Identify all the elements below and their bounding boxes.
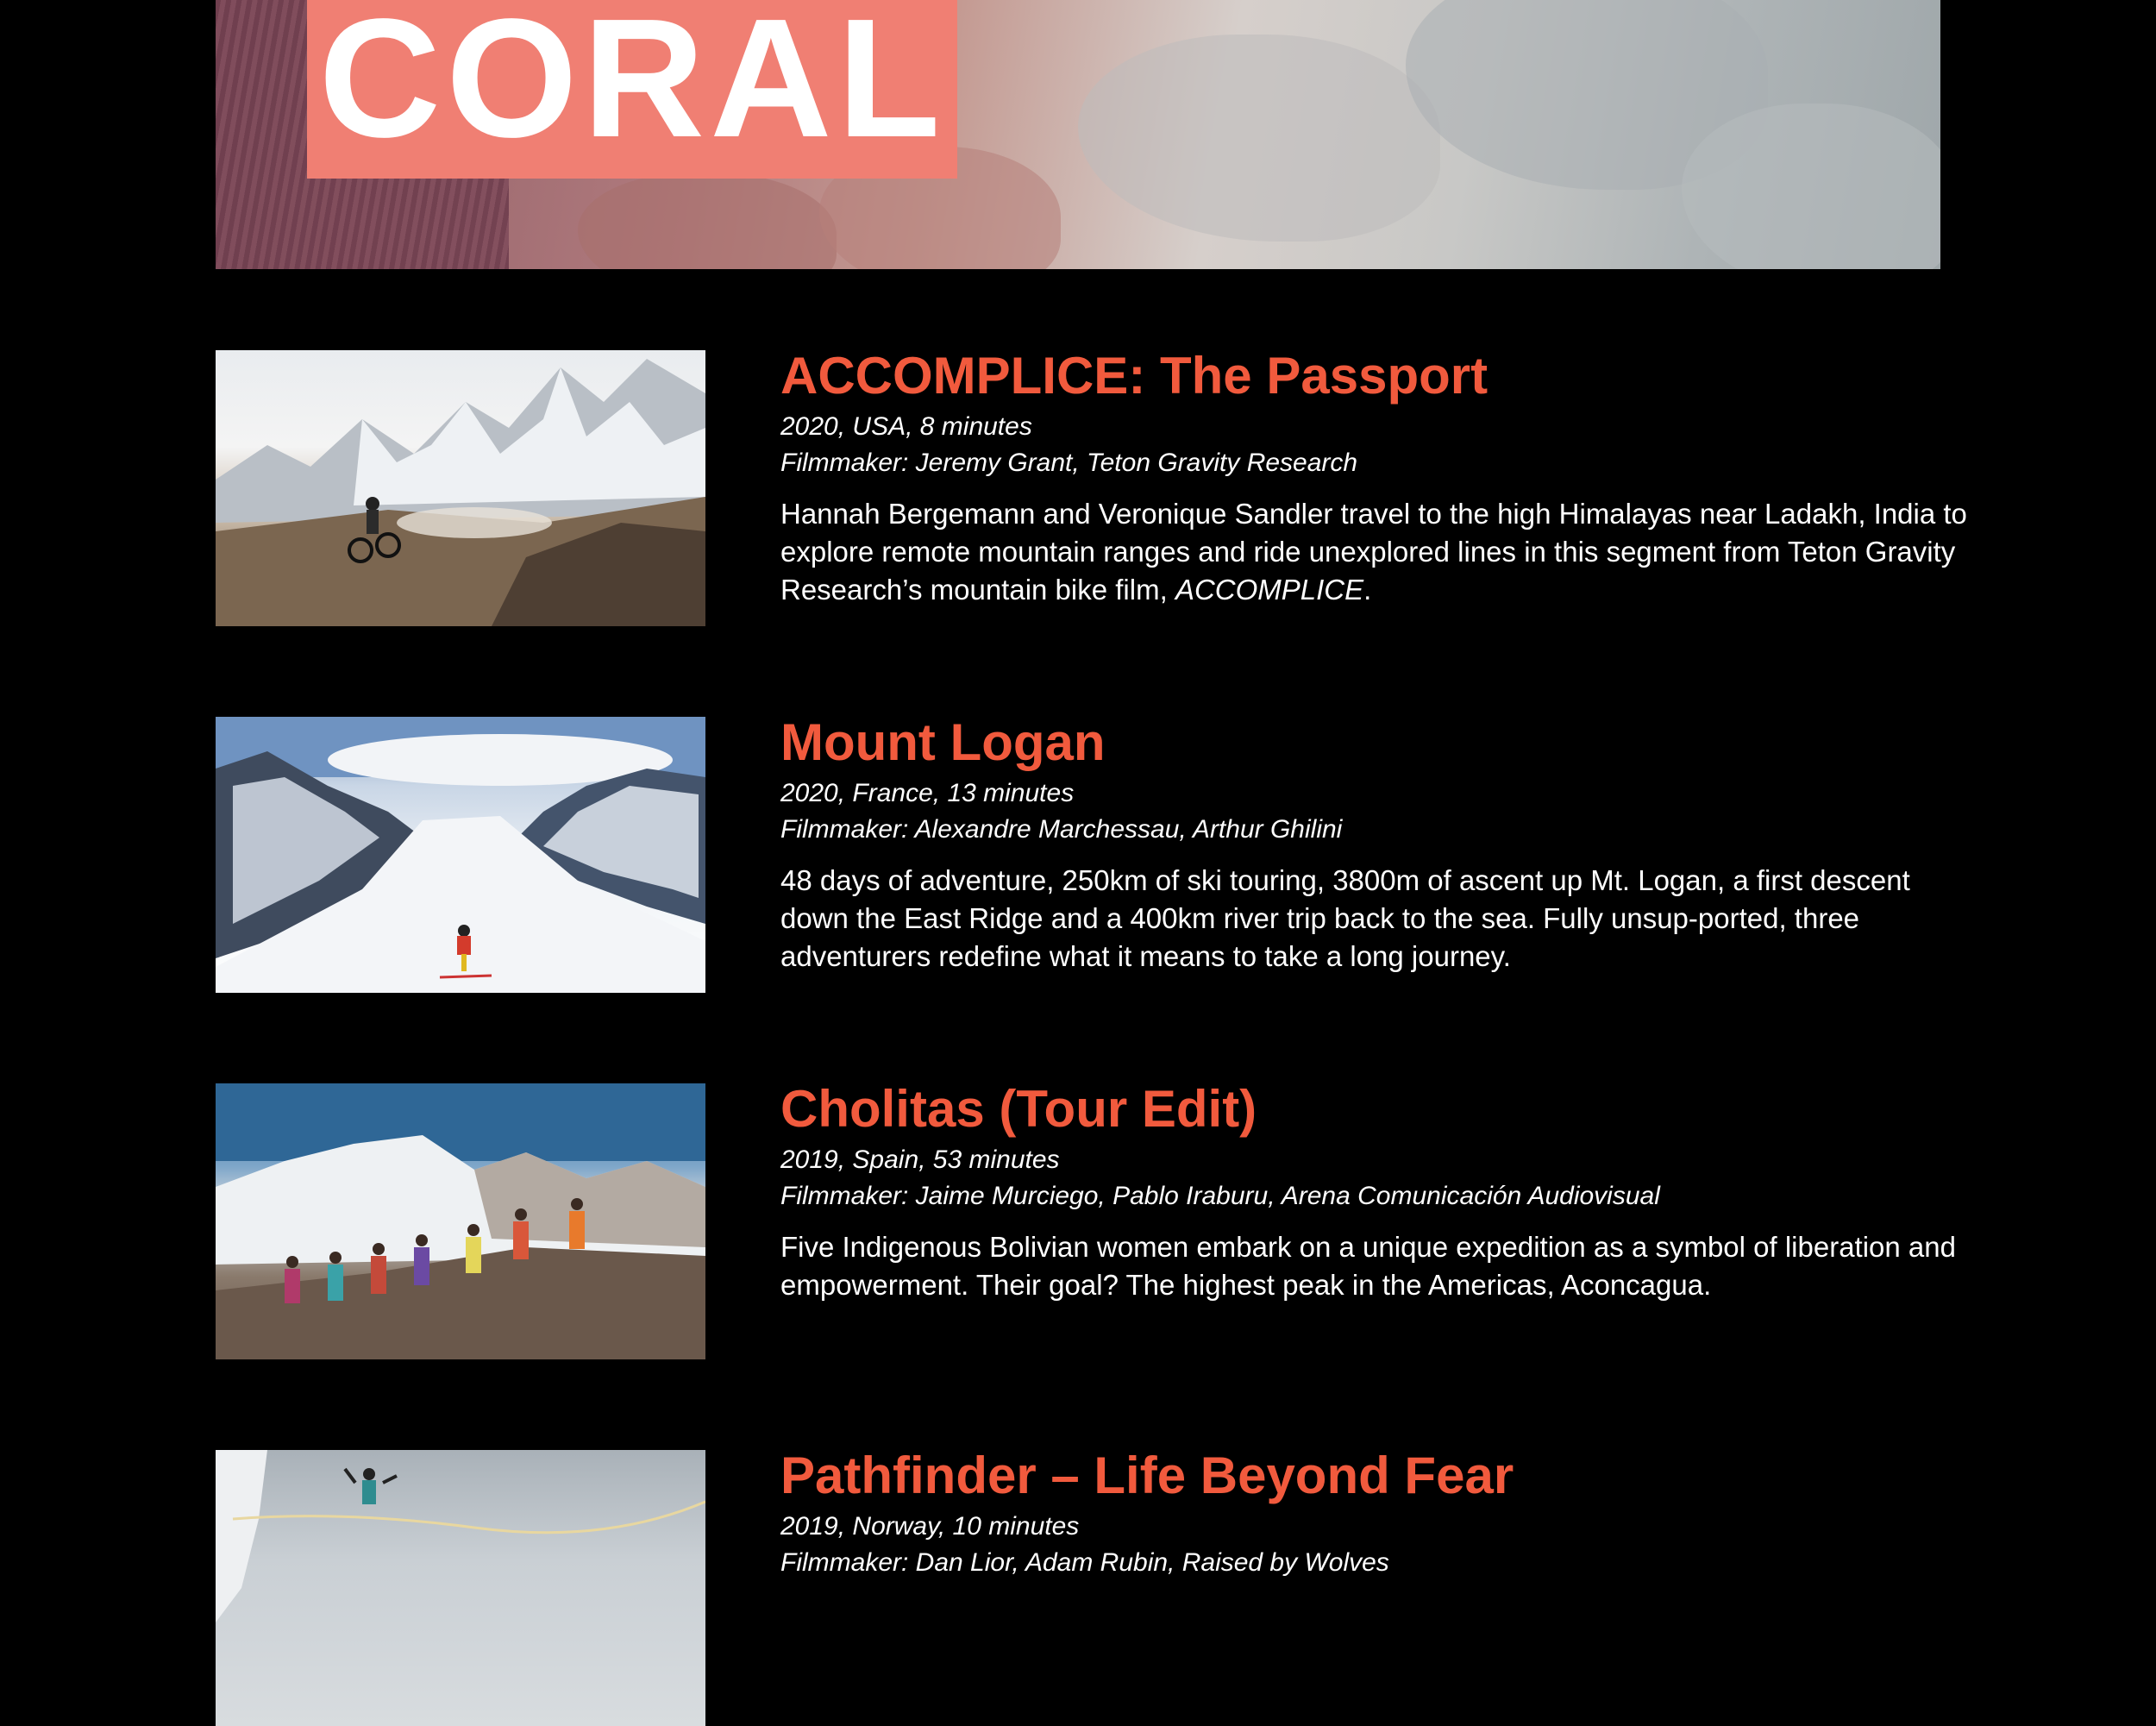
film-description: 48 days of adventure, 250km of ski touring, 3800m of ascent up Mt. Logan, a first descent down the East Ridge and a 400km river trip back to the sea. Fully unsup-ported, three adventurers redefine what it means to take a long journey. [780, 864, 1910, 972]
walker-body [362, 1480, 376, 1504]
rider-head [366, 497, 379, 511]
ice-wall [216, 1450, 267, 1622]
film-meta: 2019, Norway, 10 minutes [780, 1512, 1080, 1541]
film-filmmaker: Filmmaker: Dan Lior, Adam Rubin, Raised by Wolves [780, 1548, 1389, 1577]
walker-arm [345, 1469, 355, 1483]
mountain-biker-himalayas-image [216, 350, 705, 626]
skier-backpack [457, 936, 471, 955]
hero-banner [216, 0, 1940, 269]
coral-logo-block [307, 0, 957, 179]
skier-glacier-image [216, 717, 705, 993]
rock-shape [578, 173, 837, 269]
skis [440, 976, 492, 977]
brand-text: CORAL [318, 0, 946, 173]
mountain-illustration [216, 350, 705, 626]
sky [216, 1083, 705, 1161]
walker-arm [383, 1476, 397, 1483]
dust-cloud [397, 507, 552, 538]
film-meta: 2020, USA, 8 minutes [780, 412, 1032, 441]
walker-head [363, 1468, 375, 1480]
film-description [780, 495, 1984, 609]
description-emphasis: ACCOMPLICE [1175, 574, 1364, 606]
film-filmmaker: Filmmaker: Jeremy Grant, Teton Gravity Research [780, 449, 1358, 477]
film-filmmaker: Filmmaker: Alexandre Marchessau, Arthur Ghilini [780, 815, 1343, 844]
rock-shape [1078, 35, 1440, 242]
film-title: Mount Logan [780, 713, 1106, 771]
description-text: Hannah Bergemann and Veronique Sandler travel to the high Himalayas near Ladakh, India to explore remote mountain ranges and ride unexplored lines in this segment from Teton Gravity Research’s mountain bike film, [780, 498, 1967, 606]
rider-body [367, 510, 379, 534]
film-meta: 2020, France, 13 minutes [780, 779, 1075, 807]
film-info [780, 1447, 1988, 1581]
climbers-illustration [216, 1083, 705, 1359]
film-title: Cholitas (Tour Edit) [780, 1080, 1257, 1138]
film-filmmaker: Filmmaker: Jaime Murciego, Pablo Iraburu, Arena Comunicación Audiovisual [780, 1182, 1660, 1210]
rocky-ridge [474, 1152, 705, 1247]
cholitas-climbers-image [216, 1083, 705, 1359]
film-title: Pathfinder – Life Beyond Fear [780, 1447, 1514, 1504]
film-title: ACCOMPLICE: The Passport [780, 347, 1489, 405]
film-description: Five Indigenous Bolivian women embark on a unique expedition as a symbol of liberation and empowerment. Their goal? The highest peak in the Americas, Aconcagua. [780, 1231, 1956, 1301]
film-info [780, 713, 1988, 976]
skier-head [458, 925, 470, 937]
film-info [780, 347, 1988, 609]
skier-legs [461, 954, 467, 971]
slackline [233, 1502, 705, 1533]
highliner-image [216, 1450, 705, 1726]
film-meta: 2019, Spain, 53 minutes [780, 1145, 1060, 1174]
film-info [780, 1080, 1988, 1304]
highline-illustration [216, 1450, 705, 1726]
description-end: . [1363, 574, 1372, 606]
glacier-illustration [216, 717, 705, 993]
rock-shape [1682, 104, 1940, 269]
